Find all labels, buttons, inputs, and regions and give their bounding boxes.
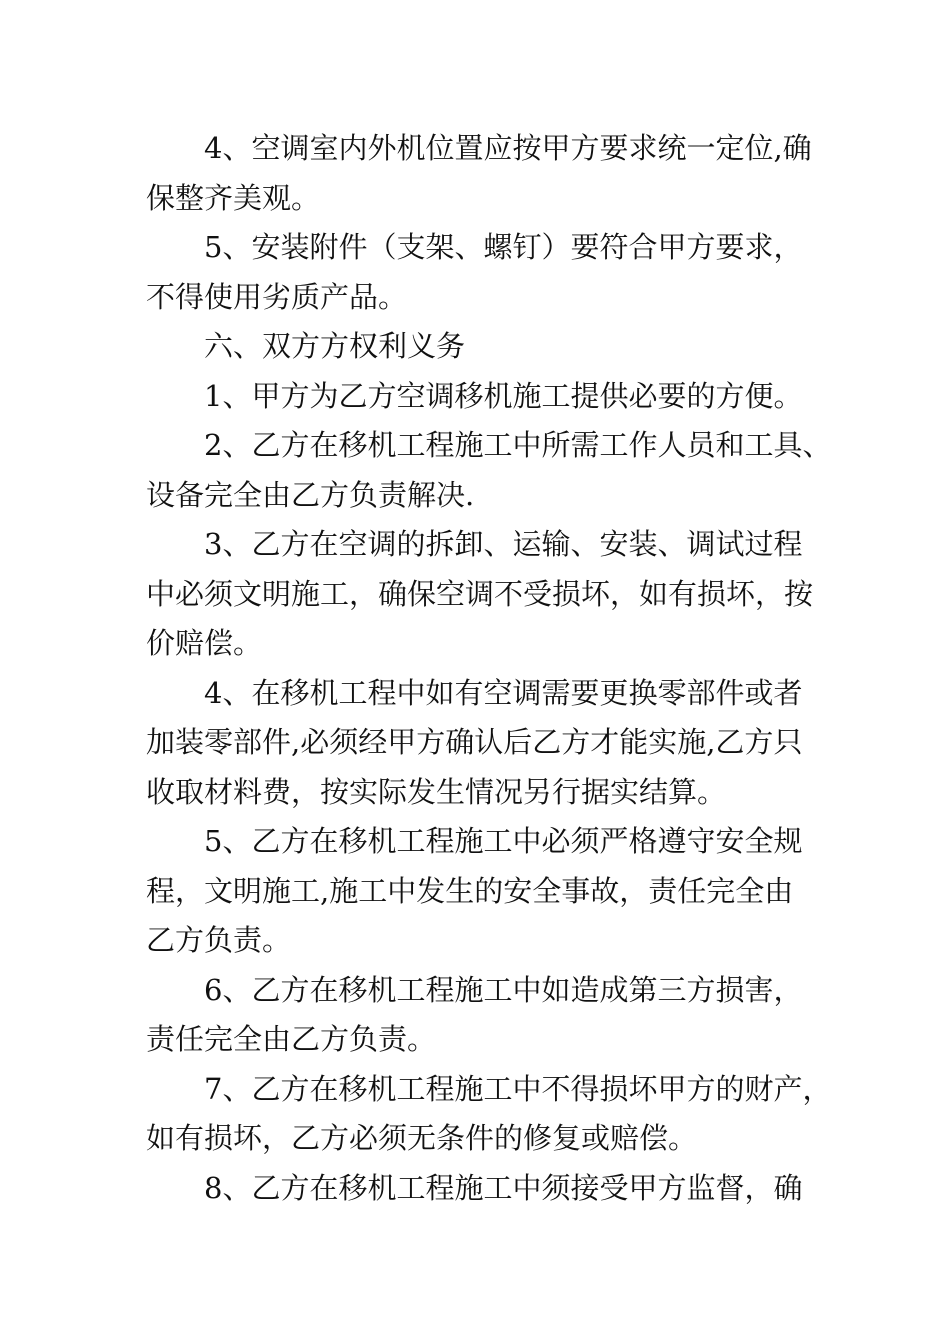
text-line: 4、空调室内外机位置应按甲方要求统一定位,确 [204, 131, 812, 165]
text-line: 不得使用劣质产品。 [146, 279, 408, 314]
text-line: 如有损坏，乙方必须无条件的修复或赔偿。 [146, 1121, 698, 1155]
paragraph-clause-5 [146, 223, 836, 322]
paragraph-duty-6 [146, 966, 836, 1065]
text-line: 价赔偿。 [146, 626, 263, 660]
paragraph-clause-4 [146, 124, 836, 223]
text-line: 责任完全由乙方负责。 [146, 1022, 437, 1056]
text-line: 5、乙方在移机工程施工中必须严格遵守安全规 [204, 824, 803, 858]
paragraph-duty-1 [146, 372, 836, 422]
paragraph-duty-5 [146, 817, 836, 966]
text-line: 中必须文明施工，确保空调不受损坏，如有损坏，按 [146, 576, 814, 611]
text-line: 8、乙方在移机工程施工中须接受甲方监督，确 [204, 1170, 803, 1205]
paragraph-duty-8 [146, 1164, 836, 1214]
text-line: 收取材料费，按实际发生情况另行据实结算。 [146, 774, 727, 809]
section-heading [146, 322, 836, 372]
text-line: 4、在移机工程中如有空调需要更换零部件或者 [204, 675, 803, 710]
text-line: 2、乙方在移机工程施工中所需工作人员和工具、 [204, 428, 832, 462]
text-line: 7、乙方在移机工程施工中不得损坏甲方的财产， [204, 1071, 832, 1106]
document-body [146, 124, 836, 1213]
text-line: 6、乙方在移机工程施工中如造成第三方损害， [204, 972, 803, 1007]
paragraph-duty-7 [146, 1065, 836, 1164]
text-line: 乙方负责。 [146, 923, 292, 957]
text-line: 加装零部件,必须经甲方确认后乙方才能实施,乙方只 [146, 725, 803, 759]
paragraph-duty-3 [146, 520, 836, 669]
paragraph-duty-4 [146, 669, 836, 818]
text-line: 1、甲方为乙方空调移机施工提供必要的方便。 [204, 378, 803, 413]
paragraph-duty-2 [146, 421, 836, 520]
text-line: 3、乙方在空调的拆卸、运输、安装、调试过程 [204, 527, 803, 561]
text-line: 程，文明施工,施工中发生的安全事故，责任完全由 [146, 873, 794, 908]
text-line: 5、安装附件（支架、螺钉）要符合甲方要求， [204, 230, 803, 264]
text-line: 设备完全由乙方负责解决. [146, 477, 475, 512]
text-line: 保整齐美观。 [146, 180, 321, 215]
section-heading-text: 六、双方方权利义务 [204, 329, 466, 363]
